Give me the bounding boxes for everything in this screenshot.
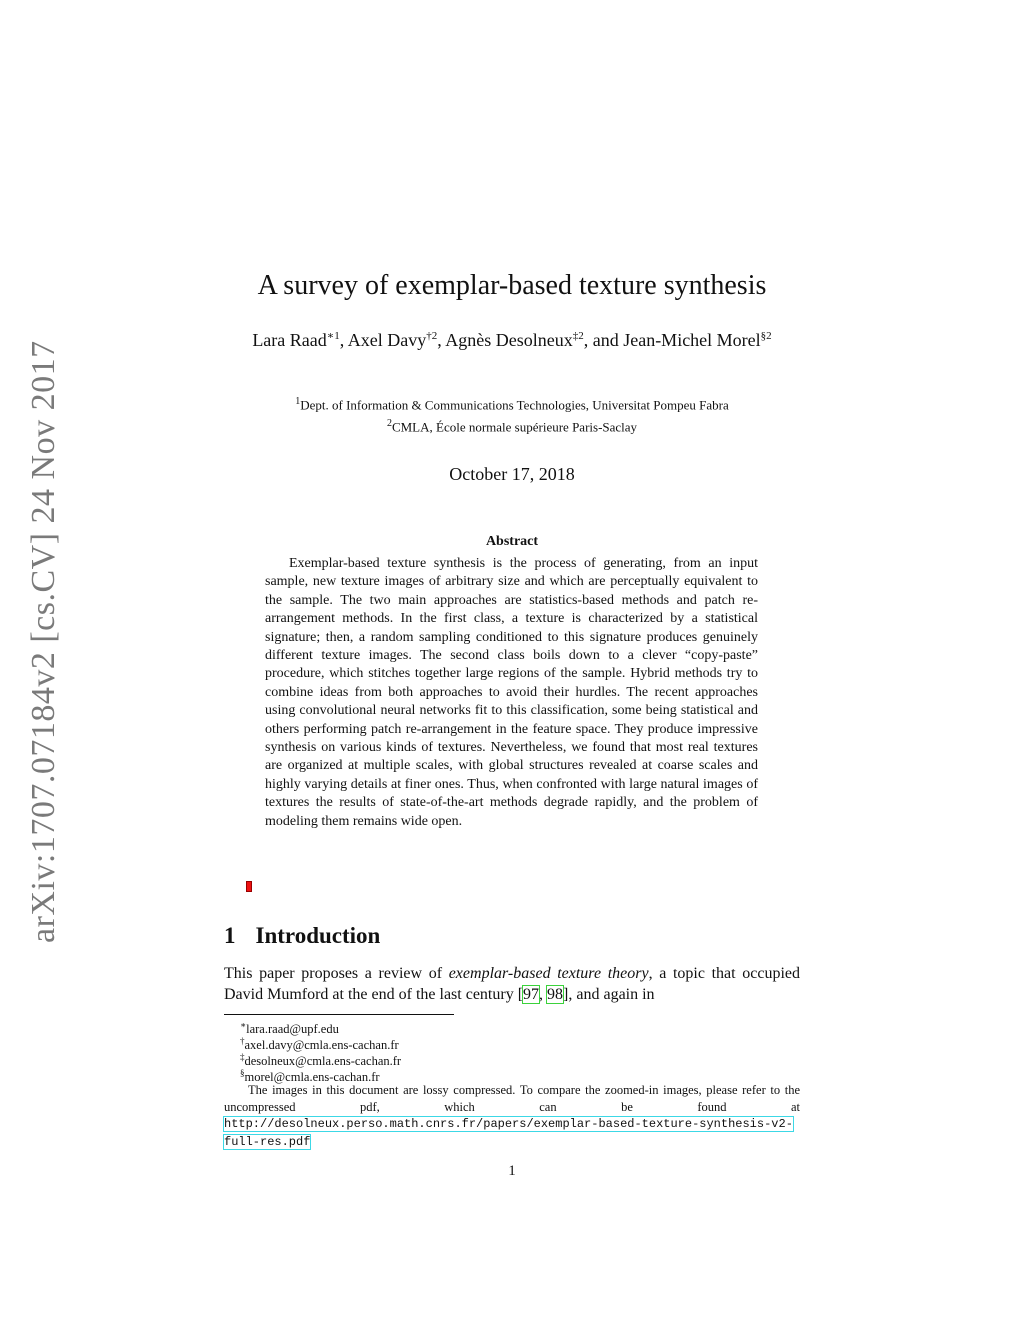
- page-number: 1: [508, 1163, 516, 1179]
- footnote-email: morel@cmla.ens-cachan.fr: [244, 1070, 380, 1085]
- author-name: , Agnès Desolneux: [437, 330, 573, 350]
- author-marker: ‡2: [572, 330, 584, 342]
- intro-emphasis: exemplar-based texture theory: [448, 965, 649, 982]
- arxiv-stamp: arXiv:1707.07184v2 [cs.CV] 24 Nov 2017: [25, 340, 62, 943]
- author-marker: ∗1: [326, 330, 340, 342]
- footnote-email: axel.davy@cmla.ens-cachan.fr: [244, 1038, 399, 1053]
- affiliation-marker: 2: [386, 418, 392, 429]
- annotation-marker[interactable]: [246, 881, 252, 892]
- footnote-marker: ‡: [240, 1052, 245, 1062]
- affiliation-2: [0, 415, 1024, 436]
- section-number: 1: [224, 923, 236, 948]
- full-res-pdf-link[interactable]: http://desolneux.perso.math.cnrs.fr/papers/exemplar-based-texture-synthesis-v2-full-res.pdf: [224, 1117, 793, 1149]
- footnote-marker: †: [240, 1036, 245, 1046]
- intro-text: , a topic that occupied David Mumford at the end of the last century [: [224, 965, 800, 1003]
- intro-text: This paper proposes a review of: [224, 965, 449, 982]
- affiliation-marker: 1: [295, 396, 301, 407]
- author-marker: †2: [426, 330, 438, 342]
- author-list: [220, 324, 804, 352]
- footnote-marker: §: [240, 1068, 245, 1078]
- section-heading: [224, 921, 380, 951]
- author-name: , and Jean-Michel Morel: [583, 330, 761, 350]
- abstract-text: Exemplar-based texture synthesis is the process of generating, from an input sample, new texture images of arbitrary size and which are perceptually equivalent to the sample. The two main approaches are statistics-based methods and patch re-arrangement methods. In the first class, a texture is characterized by a statistical signature; then, a random sampling conditioned to this signature produces genuinely different texture images. The second class boils down to a clever “copy-paste” procedure, which stitches together large regions of the sample. Hybrid methods try to combine ideas from both approaches to avoid their hurdles. The recent approaches using convolutional neural networks fit to this classification, some being statistical and others performing patch re-arrangement in the feature space. They produce impressive synthesis on various kinds of textures. Nevertheless, we found that most real textures are organized at multiple scales, with global structures revealed at coarse scales and highly varying details at finer ones. Thus, when confronted with large natural images of textures the results of state-of-the-art methods degrade rapidly, and the problem of modeling them remains wide open.: [265, 556, 758, 829]
- abstract-heading: Abstract: [485, 534, 539, 549]
- citation-link-98[interactable]: 98: [547, 986, 564, 1003]
- affiliation-text: CMLA, École normale supérieure Paris-Saclay: [391, 419, 638, 435]
- affiliation-1: [0, 393, 1024, 414]
- footnote-email: desolneux@cmla.ens-cachan.fr: [244, 1054, 402, 1069]
- author-name: , Axel Davy: [339, 330, 427, 350]
- affiliation-text: Dept. of Information & Communications Technologies, Universitat Pompeu Fabra: [300, 397, 729, 413]
- citation-link-97[interactable]: 97: [523, 986, 540, 1003]
- compression-note: [224, 1082, 800, 1150]
- note-text: The images in this document are lossy compressed. To compare the zoomed-in images, please refer to the uncompressed pdf, which can be found at: [224, 1083, 800, 1114]
- paper-date: October 17, 2018: [449, 464, 575, 484]
- intro-text: ], and again in: [563, 986, 655, 1003]
- section-title: Introduction: [255, 923, 381, 948]
- footnote-rule: [224, 1014, 454, 1015]
- footnote-marker: ∗: [240, 1020, 247, 1030]
- intro-paragraph: [224, 963, 800, 1005]
- footnote-email: lara.raad@upf.edu: [246, 1022, 339, 1037]
- author-marker: §2: [760, 330, 772, 342]
- paper-title: A survey of exemplar-based texture synthesis: [257, 270, 767, 301]
- intro-text: ,: [539, 986, 548, 1003]
- author-name: Lara Raad: [252, 330, 327, 350]
